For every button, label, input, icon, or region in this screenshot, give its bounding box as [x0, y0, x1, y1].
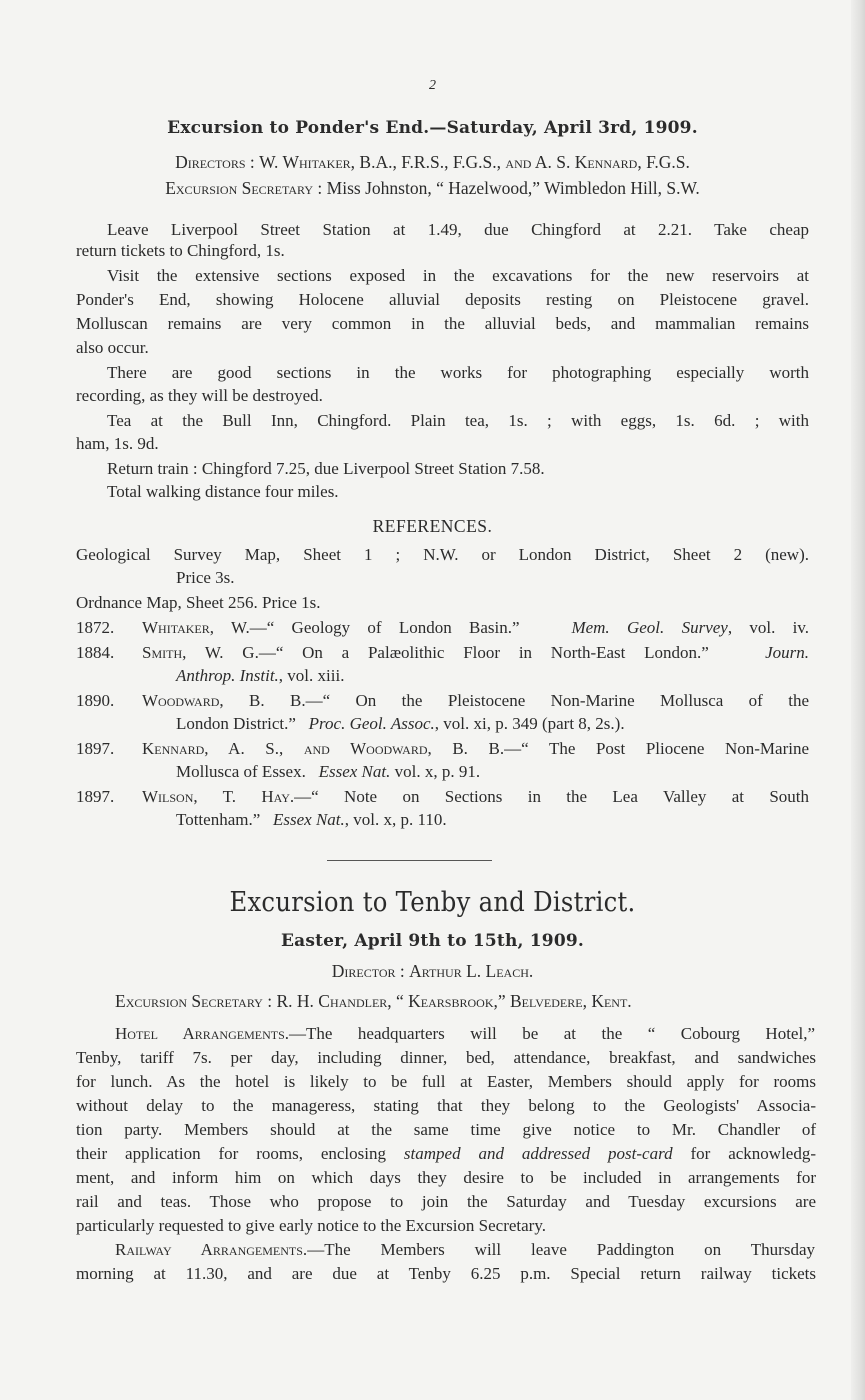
- director-value: Arthur L. Leach.: [409, 961, 534, 981]
- reference-author: Woodward, B. B.: [142, 691, 306, 710]
- paragraph-line: rail and teas. Those who propose to join the Saturday and Tuesday excursions are: [76, 1192, 816, 1211]
- reference-rest: , vol. xi, p. 349 (part 8, 2s.).: [434, 714, 625, 733]
- directors-label: Directors :: [175, 152, 255, 172]
- hotel-emphasis: stamped and addressed post-card: [403, 1144, 673, 1163]
- reference-year: 1884.: [76, 643, 115, 662]
- section-divider: [327, 860, 492, 861]
- paragraph-line: recording, as they will be destroyed.: [76, 386, 323, 405]
- paragraph-line: There are good sections in the works for photographing especially worth: [107, 363, 809, 382]
- paragraph-line: [115, 1240, 815, 1260]
- section1-directors: [0, 152, 865, 172]
- paragraph-line: ham, 1s. 9d.: [76, 434, 159, 453]
- paragraph-line: Leave Liverpool Street Station at 1.49, due Chingford at 2.21. Take cheap: [107, 220, 809, 239]
- reference-title: —“ Note on Sections in the Lea Valley at South: [294, 787, 810, 806]
- paragraph-line: morning at 11.30, and are due at Tenby 6.25 p.m. Special return railway tickets: [76, 1264, 816, 1283]
- secretary-value: Miss Johnston, “ Hazelwood,” Wimbledon Hill, S.W.: [326, 178, 700, 198]
- reference-rest: , vol. iv.: [727, 618, 810, 637]
- section2-subtitle: Easter, April 9th to 15th, 1909.: [280, 931, 585, 951]
- railway-text: —The Members will leave Paddington on Thursday: [307, 1240, 815, 1259]
- secretary-label: Excursion Secretary :: [115, 991, 273, 1011]
- reference-entry-cont: [176, 714, 625, 734]
- secretary-label: Excursion Secretary :: [165, 178, 323, 198]
- reference-journal: Essex Nat.: [273, 810, 345, 829]
- paragraph-line: return tickets to Chingford, 1s.: [76, 241, 285, 260]
- paragraph-line: also occur.: [76, 338, 149, 357]
- hotel-text: their application for rooms, enclosing: [76, 1144, 386, 1163]
- reference-line: Price 3s.: [176, 568, 235, 587]
- hotel-label: Hotel Arrangements.: [115, 1024, 290, 1043]
- reference-title-cont: Mollusca of Essex.: [176, 762, 306, 781]
- hotel-text: for acknowledg-: [672, 1144, 817, 1163]
- reference-title-cont: London District.”: [176, 714, 296, 733]
- directors-value: W. Whitaker, B.A., F.R.S., F.G.S., and A. S. Kennard, F.G.S.: [259, 152, 690, 172]
- paragraph-line: particularly requested to give early notice to the Excursion Secretary.: [76, 1216, 546, 1235]
- section2-director: [0, 961, 865, 981]
- page-edge: [851, 0, 865, 1400]
- section2-secretary: [115, 991, 632, 1011]
- secretary-value: R. H. Chandler, “ Kearsbrook,” Belvedere, Kent.: [276, 991, 632, 1011]
- reference-journal: Essex Nat.: [318, 762, 391, 781]
- paragraph-line: Ponder's End, showing Holocene alluvial deposits resting on Pleistocene gravel.: [76, 290, 809, 309]
- hotel-text: —The headquarters will be at the “ Cobourg Hotel,”: [289, 1024, 815, 1043]
- reference-title-cont: Tottenham.”: [176, 810, 261, 829]
- reference-entry: [142, 643, 809, 663]
- section1-secretary: [0, 178, 865, 198]
- reference-entry: [142, 691, 809, 711]
- reference-journal: Proc. Geol. Assoc.: [308, 714, 435, 733]
- reference-year: 1872.: [76, 618, 115, 637]
- reference-entry-cont: [176, 666, 344, 686]
- paragraph-line: Molluscan remains are very common in the alluvial beds, and mammalian remains: [76, 314, 809, 333]
- paragraph-line: [76, 1144, 816, 1164]
- reference-entry: [142, 618, 809, 638]
- reference-entry-cont: [176, 810, 447, 830]
- reference-journal: Anthrop. Instit.: [176, 666, 279, 685]
- paragraph-line: Total walking distance four miles.: [107, 482, 339, 501]
- reference-author: Whitaker, W.: [142, 618, 250, 637]
- reference-rest: vol. x, p. 91.: [390, 762, 481, 781]
- paragraph-line: tion party. Members should at the same time give notice to Mr. Chandler of: [76, 1120, 816, 1139]
- reference-year: 1890.: [76, 691, 115, 710]
- reference-author: Smith, W. G.: [142, 643, 259, 662]
- section1-title: Excursion to Ponder's End.—Saturday, April 3rd, 1909.: [167, 118, 698, 138]
- paragraph-line: without delay to the manageress, stating that they belong to the Geologists' Associa-: [76, 1096, 816, 1115]
- reference-entry-cont: [176, 762, 480, 782]
- reference-journal: Mem. Geol. Survey: [571, 618, 728, 637]
- reference-entry: [142, 787, 809, 807]
- reference-journal: Journ.: [765, 643, 810, 662]
- reference-rest: , vol. x, p. 110.: [344, 810, 447, 829]
- paragraph-line: for lunch. As the hotel is likely to be full at Easter, Members should apply for rooms: [76, 1072, 816, 1091]
- references-heading: REFERENCES.: [372, 516, 493, 536]
- paragraph-line: Tea at the Bull Inn, Chingford. Plain tea, 1s. ; with eggs, 1s. 6d. ; with: [107, 411, 809, 430]
- reference-author: Kennard, A. S., and Woodward, B. B.: [142, 739, 505, 758]
- reference-title: —“ The Post Pliocene Non-Marine: [504, 739, 809, 758]
- page-number: 2: [429, 78, 436, 93]
- reference-entry: [142, 739, 809, 759]
- paragraph-line: [115, 1024, 815, 1044]
- railway-label: Railway Arrangements.: [115, 1240, 308, 1259]
- paragraph-line: ment, and inform him on which days they desire to be included in arrangements for: [76, 1168, 816, 1187]
- reference-title: —“ On a Palæolithic Floor in North-East London.”: [258, 643, 709, 662]
- paragraph-line: Visit the extensive sections exposed in the excavations for the new reservoirs at: [107, 266, 809, 285]
- reference-line: Ordnance Map, Sheet 256. Price 1s.: [76, 593, 321, 612]
- paragraph-line: Return train : Chingford 7.25, due Liverpool Street Station 7.58.: [107, 459, 545, 478]
- reference-title: —“ On the Pleistocene Non-Marine Mollusca of the: [305, 691, 809, 710]
- reference-year: 1897.: [76, 787, 115, 806]
- director-label: Director :: [331, 961, 405, 981]
- reference-line: Geological Survey Map, Sheet 1 ; N.W. or London District, Sheet 2 (new).: [76, 545, 809, 564]
- section2-title: Excursion to Tenby and District.: [229, 887, 636, 918]
- reference-year: 1897.: [76, 739, 115, 758]
- reference-author: Wilson, T. Hay.: [142, 787, 295, 806]
- reference-title: —“ Geology of London Basin.”: [249, 618, 520, 637]
- reference-rest: , vol. xiii.: [278, 666, 345, 685]
- paragraph-line: Tenby, tariff 7s. per day, including dinner, bed, attendance, breakfast, and sandwiches: [76, 1048, 816, 1067]
